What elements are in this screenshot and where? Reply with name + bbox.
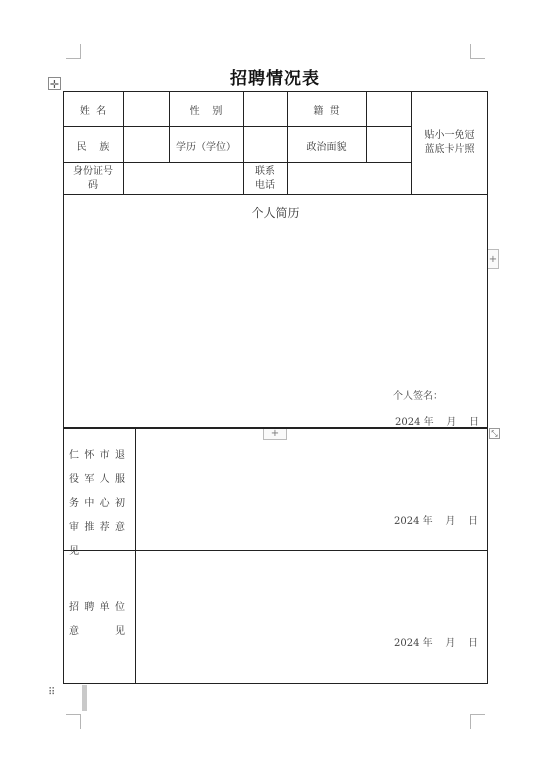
table-resize-icon[interactable]: ⤡ [489,428,500,439]
review-center-date: 2024 年 月 日 [394,516,479,527]
recruitment-table [63,91,488,684]
margin-corner-bottom-left [66,714,81,729]
signature-label: 个人签名： [393,391,443,402]
phone-label: 联系电话 [255,166,275,191]
name-label: 姓 名 [79,105,107,117]
political-label: 政治面貌 [306,141,347,153]
gender-input-cell[interactable] [243,91,287,127]
employer-date: 2024 年 月 日 [394,638,479,649]
drag-handle-icon[interactable]: ⠿ [48,687,55,698]
resume-heading: 个人简历 [251,205,300,220]
review-center-label: 仁怀市退役军人服务中心初审推荐意 见 [69,450,129,557]
education-label: 学历（学位） [176,141,236,153]
review-center-opinion-area[interactable] [136,429,486,549]
margin-corner-top-left [66,44,81,59]
id-number-input-cell[interactable] [123,163,243,195]
gender-label: 性 别 [189,105,223,117]
document-title: 招聘情况表 [230,69,320,89]
political-input-cell[interactable] [366,127,411,163]
table-move-handle-icon[interactable]: ✛ [49,78,60,91]
id-number-label: 身份证号码 [73,166,113,191]
employer-opinion-label: 招聘单位意 见 [69,602,129,637]
add-row-button[interactable]: + [263,429,287,440]
add-column-button[interactable]: + [488,249,499,269]
resume-date: 2024 年 月 日 [395,417,480,428]
margin-corner-top-right [470,44,485,59]
table-border-bottom [63,683,488,684]
phone-input-cell[interactable] [287,163,411,195]
ethnicity-input-cell[interactable] [123,127,169,163]
ethnicity-label: 民 族 [76,141,110,153]
origin-input-cell[interactable] [366,91,411,127]
text-cursor-bar [82,685,87,711]
margin-corner-bottom-right [470,714,485,729]
employer-opinion-area[interactable] [136,552,486,682]
name-input-cell[interactable] [123,91,169,127]
education-input-cell[interactable] [243,127,287,163]
photo-placeholder[interactable]: 贴小一免冠蓝底卡片照 [424,130,475,155]
origin-label: 籍 贯 [313,105,340,117]
